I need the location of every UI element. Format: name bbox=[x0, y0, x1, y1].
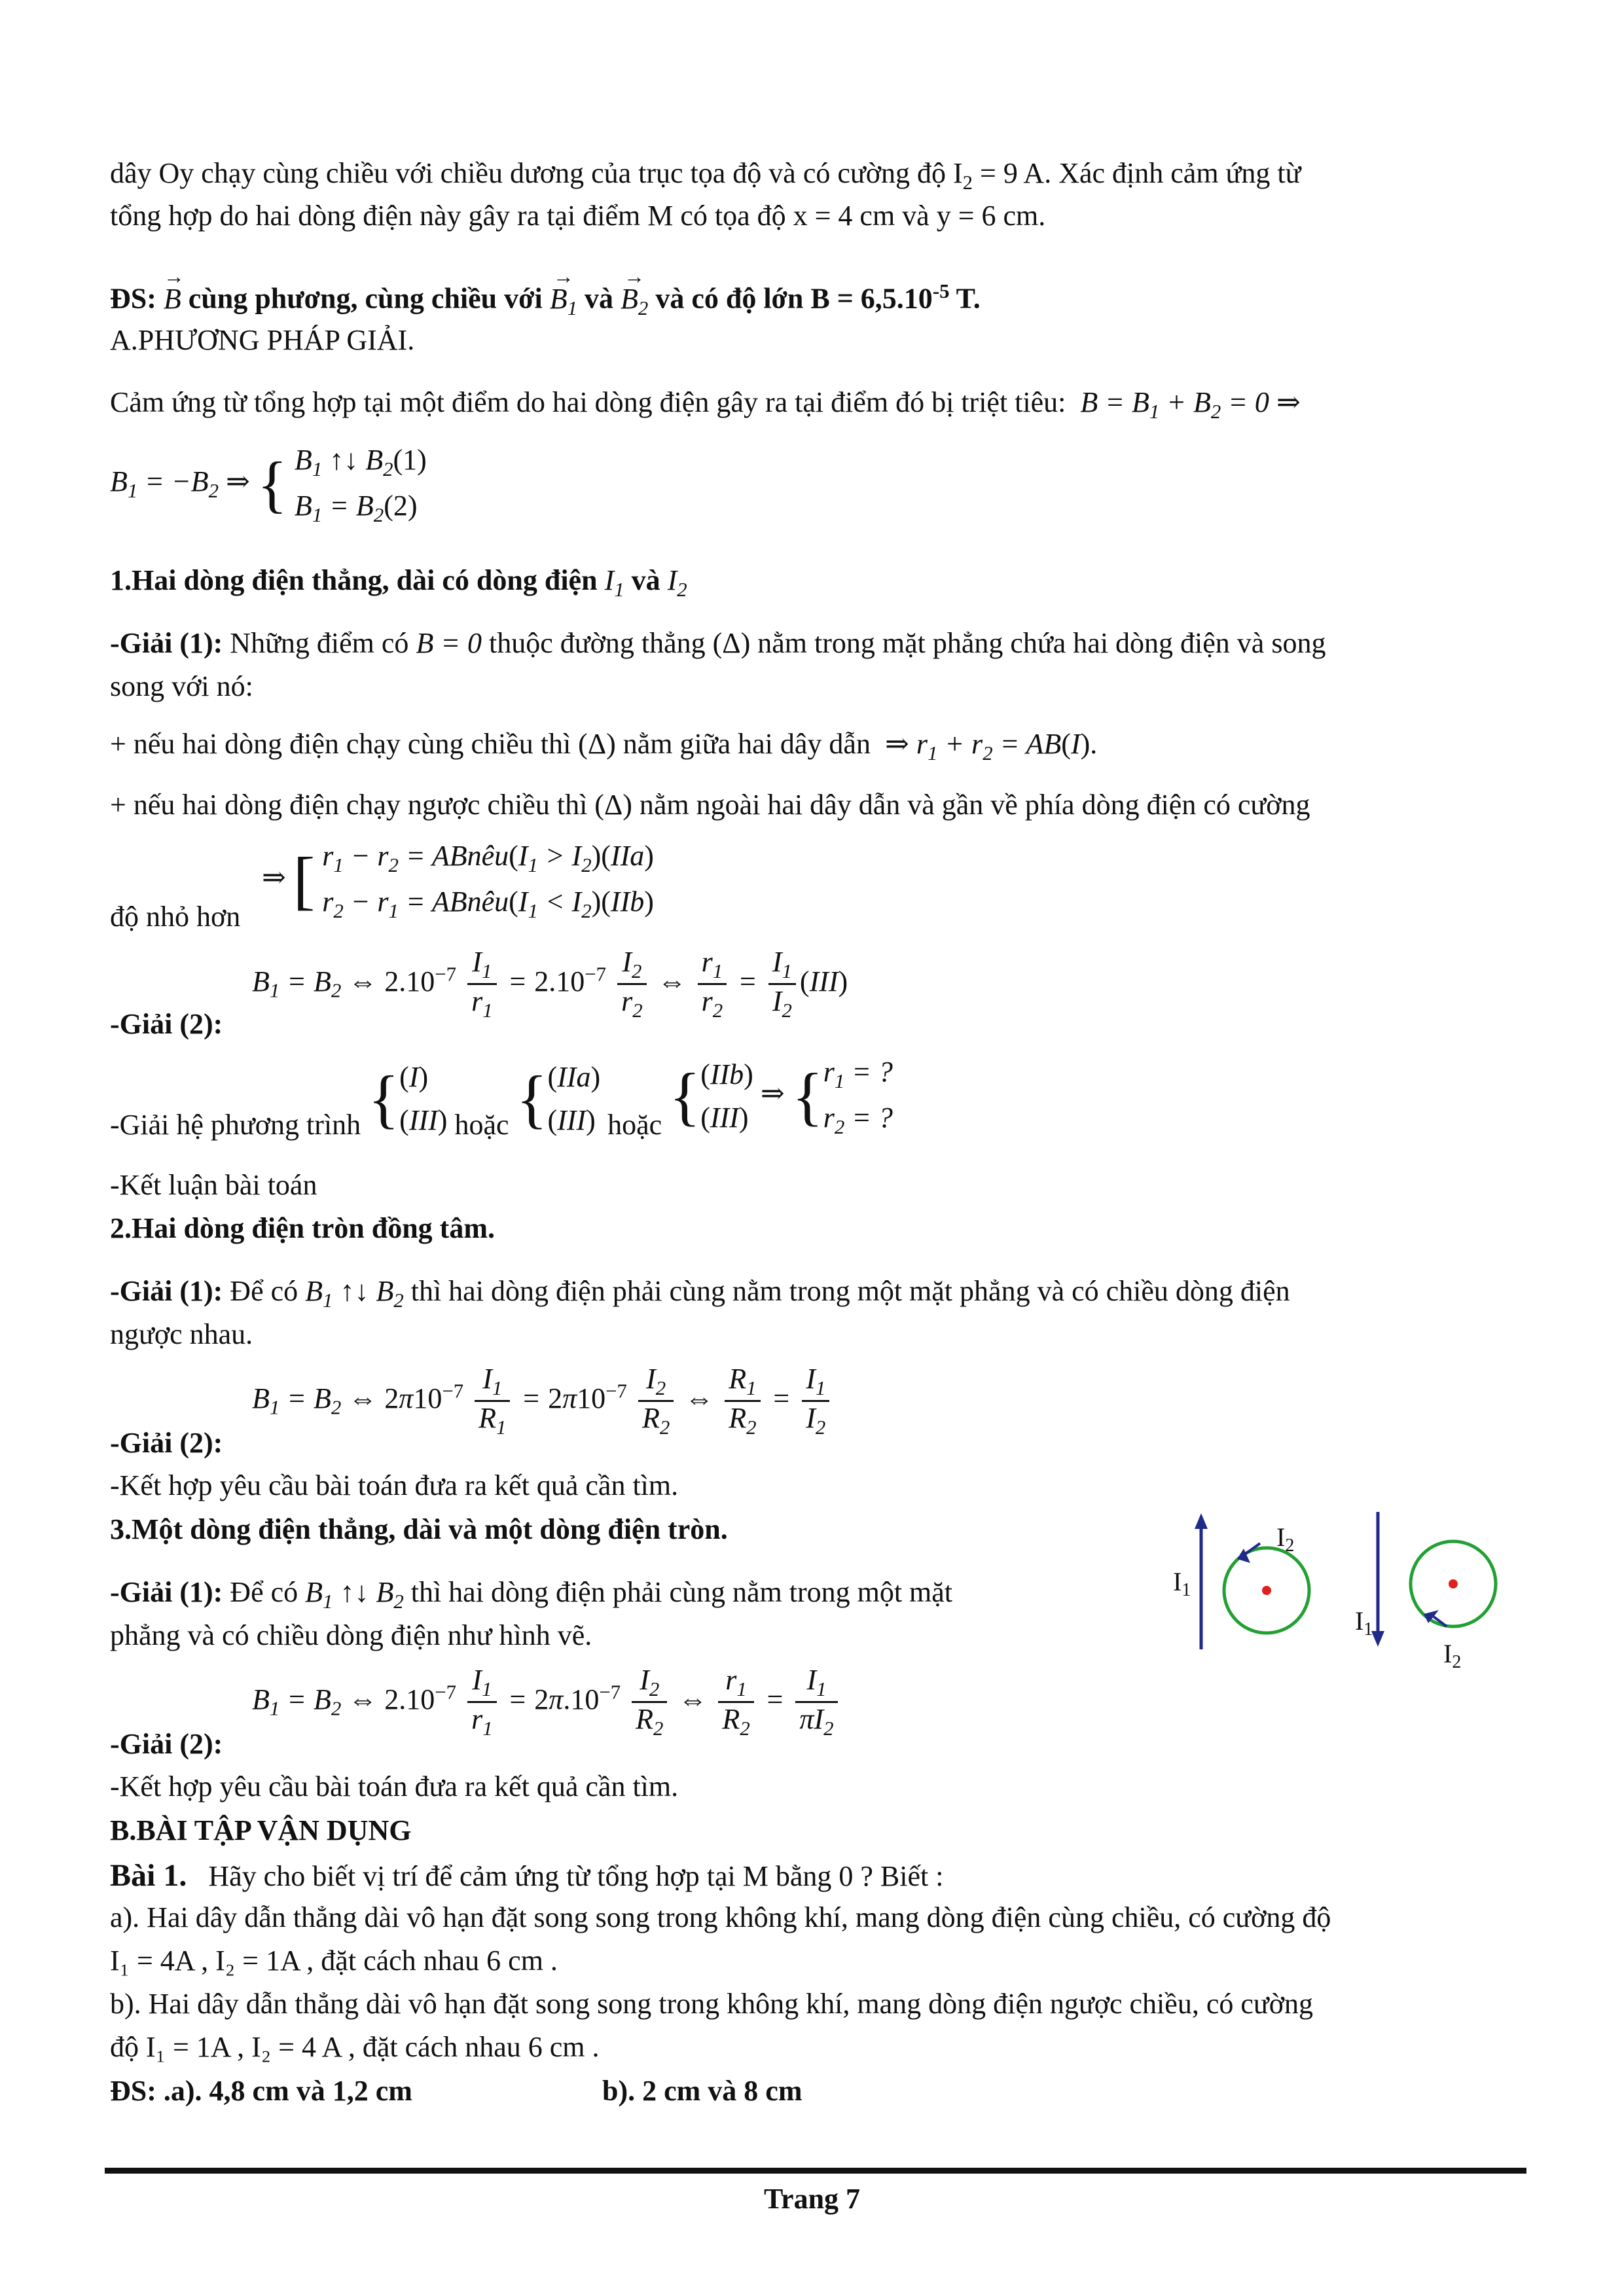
vector-b1: → $B_1$ bbox=[550, 283, 577, 320]
part3-giai1-line2: phẳng và có chiều dòng điện như hình vẽ. bbox=[110, 1619, 592, 1651]
part1-opposite-line2: độ nhỏ hơn bbox=[110, 901, 241, 933]
center-dot-right bbox=[1449, 1579, 1458, 1588]
vector-b: → B bbox=[164, 283, 181, 316]
system-formula: $B_1 = -B_2$ ⇒ { $B_1$ ↑↓ $B_2(1)$ $B_1 = B_2(2)$ bbox=[110, 444, 427, 526]
label-i2-right: $I_2$ bbox=[1443, 1639, 1462, 1669]
bai1-question: Bài 1. Hãy cho biết vị trí để cảm ứng từ tổng hợp tại M bằng 0 ? Biết : bbox=[110, 1858, 944, 1893]
part3-combine: -Kết hợp yêu cầu bài toán đưa ra kết quả cần tìm. bbox=[110, 1770, 679, 1803]
part3-ratio-formula: $B_1 = B_2$ ⇔ $2.10^{-7}$ $\frac{I_1}{r_1}$ = $2\pi.10^{-7}$ $\frac{I_2}{R_2}$ ⇔ $\frac{r_1}{R_2}$ = $\frac{I_1}{\pi I_2}$ bbox=[252, 1664, 842, 1740]
intro-answer: ĐS: → B cùng phương, cùng chiều với → $B_1$ và → $B_2$ và có độ lớn $B = 6,5.10^{-5}$ T. bbox=[110, 280, 981, 320]
part1-opposite-direction: + nếu hai dòng điện chạy ngược chiều thì (Δ) nằm ngoài hai dây dẫn và gần về phía dòng điện có cường bbox=[110, 789, 1310, 821]
page-number: Trang 7 bbox=[763, 2183, 861, 2215]
vector-b2: → $B_2$ bbox=[621, 283, 648, 320]
part2-title: 2.Hai dòng điện tròn đồng tâm. bbox=[110, 1212, 495, 1244]
part1-giai1-line2: song với nó: bbox=[110, 670, 253, 702]
bai1-a-line1: a). Hai dây dẫn thẳng dài vô hạn đặt song song trong không khí, mang dòng điện cùng chiều, có cường độ bbox=[110, 1901, 1331, 1933]
part1-solve-systems: -Giải hệ phương trình {(I) (III) hoặc {(IIa) (III) hoặc {(IIb) (III) ⇒ {$r_1$ = ? $r_2$ = ? bbox=[110, 1056, 893, 1141]
bai1-b-line2: độ I₁ = 1A , I₂ = 4 A , đặt cách nhau 6 cm . bbox=[110, 2031, 600, 2063]
sum-zero-formula: $B = B_1 + B_2 = 0$ ⇒ bbox=[1073, 386, 1301, 423]
part3-giai2: -Giải (2): bbox=[110, 1728, 223, 1760]
label-i2-left: $I_2$ bbox=[1276, 1522, 1295, 1556]
label-i1-right: $I_1$ bbox=[1355, 1606, 1373, 1640]
part2-ratio-formula: $B_1 = B_2$ ⇔ $2\pi 10^{-7}$ $\frac{I_1}{R_1}$ = $2\pi 10^{-7}$ $\frac{I_2}{R_2}$ ⇔ $\frac{R_1}{R_2}$ = $\frac{I_1}{I_2}$ bbox=[252, 1363, 833, 1439]
intro-line-1: dây Oy chạy cùng chiều với chiều dương của trục tọa độ và có cường độ $I_2 = 9$ A. Xác định cảm ứng từ bbox=[110, 157, 1301, 194]
bai1-a-line2: I₁ = 4A , I₂ = 1A , đặt cách nhau 6 cm . bbox=[110, 1945, 558, 1977]
part1-ratio-formula: $B_1 = B_2$ ⇔ $2.10^{-7}$ $\frac{I_1}{r_1}$ = $2.10^{-7}$ $\frac{I_2}{r_2}$ ⇔ $\frac{r_1}{r_2}$ = $\frac{I_1}{I_2}$ (III) bbox=[252, 946, 848, 1022]
footer-rule bbox=[105, 2168, 1526, 2174]
bai1-b-line1: b). Hai dây dẫn thẳng dài vô hạn đặt song song trong không khí, mang dòng điện ngược chiều, có cường bbox=[110, 1988, 1313, 2020]
part2-giai1: -Giải (1): Để có $B_1$ ↑↓ $B_2$ thì hai dòng điện phải cùng nằm trong một mặt phẳng và có chiều dòng điện bbox=[110, 1275, 1290, 1312]
part1-same-direction: + nếu hai dòng điện chạy cùng chiều thì (Δ) nằm giữa hai dây dẫn ⇒ $r_1 + r_2 = AB(I)$. bbox=[110, 728, 1098, 764]
part1-giai1: -Giải (1): Những điểm có B = 0 thuộc đường thẳng (Δ) nằm trong mặt phẳng chứa hai dòng điện và song bbox=[110, 627, 1326, 659]
bai1-answer-a: ĐS: .a). 4,8 cm và 1,2 cm bbox=[110, 2075, 412, 2107]
part3-title: 3.Một dòng điện thẳng, dài và một dòng điện tròn. bbox=[110, 1513, 728, 1545]
part2-giai2: -Giải (2): bbox=[110, 1427, 223, 1459]
arrow-up-icon bbox=[1195, 1513, 1208, 1529]
part2-combine: -Kết hợp yêu cầu bài toán đưa ra kết quả cần tìm. bbox=[110, 1469, 679, 1501]
section-a-title: A.PHƯƠNG PHÁP GIẢI. bbox=[110, 324, 415, 356]
label-i1-left: $I_1$ bbox=[1173, 1567, 1191, 1600]
bai1-answer-b: b). 2 cm và 8 cm bbox=[602, 2075, 803, 2107]
part1-conclude: -Kết luận bài toán bbox=[110, 1169, 317, 1201]
part3-giai1: -Giải (1): Để có $B_1$ ↑↓ $B_2$ thì hai dòng điện phải cùng nằm trong một mặt bbox=[110, 1576, 953, 1613]
current-diagram bbox=[1146, 1499, 1512, 1669]
arrow-down-icon bbox=[1371, 1631, 1384, 1647]
intro-line-2: tổng hợp do hai dòng điện này gây ra tại điểm M có tọa độ x = 4 cm và y = 6 cm. bbox=[110, 200, 1046, 232]
part1-giai2: -Giải (2): bbox=[110, 1008, 223, 1040]
section-b-title: B.BÀI TẬP VẬN DỤNG bbox=[110, 1814, 412, 1846]
part1-case-formula: ⇒ [ $r_1 - r_2$ = $ABnêu(I_1 > I_2)(IIa)$ $r_2 - r_1$ = $ABnêu(I_1 < I_2)(IIb)$ bbox=[262, 840, 654, 922]
section-a-lead: Cảm ứng từ tổng hợp tại một điểm do hai dòng điện gây ra tại điểm đó bị triệt tiêu: $B = B_1 + B_2 = 0$ ⇒ bbox=[110, 386, 1301, 423]
part2-giai1-line2: ngược nhau. bbox=[110, 1318, 253, 1350]
part1-title: 1.Hai dòng điện thẳng, dài có dòng điện $I_1$ và $I_2$ bbox=[110, 564, 687, 601]
center-dot-left bbox=[1262, 1586, 1271, 1595]
